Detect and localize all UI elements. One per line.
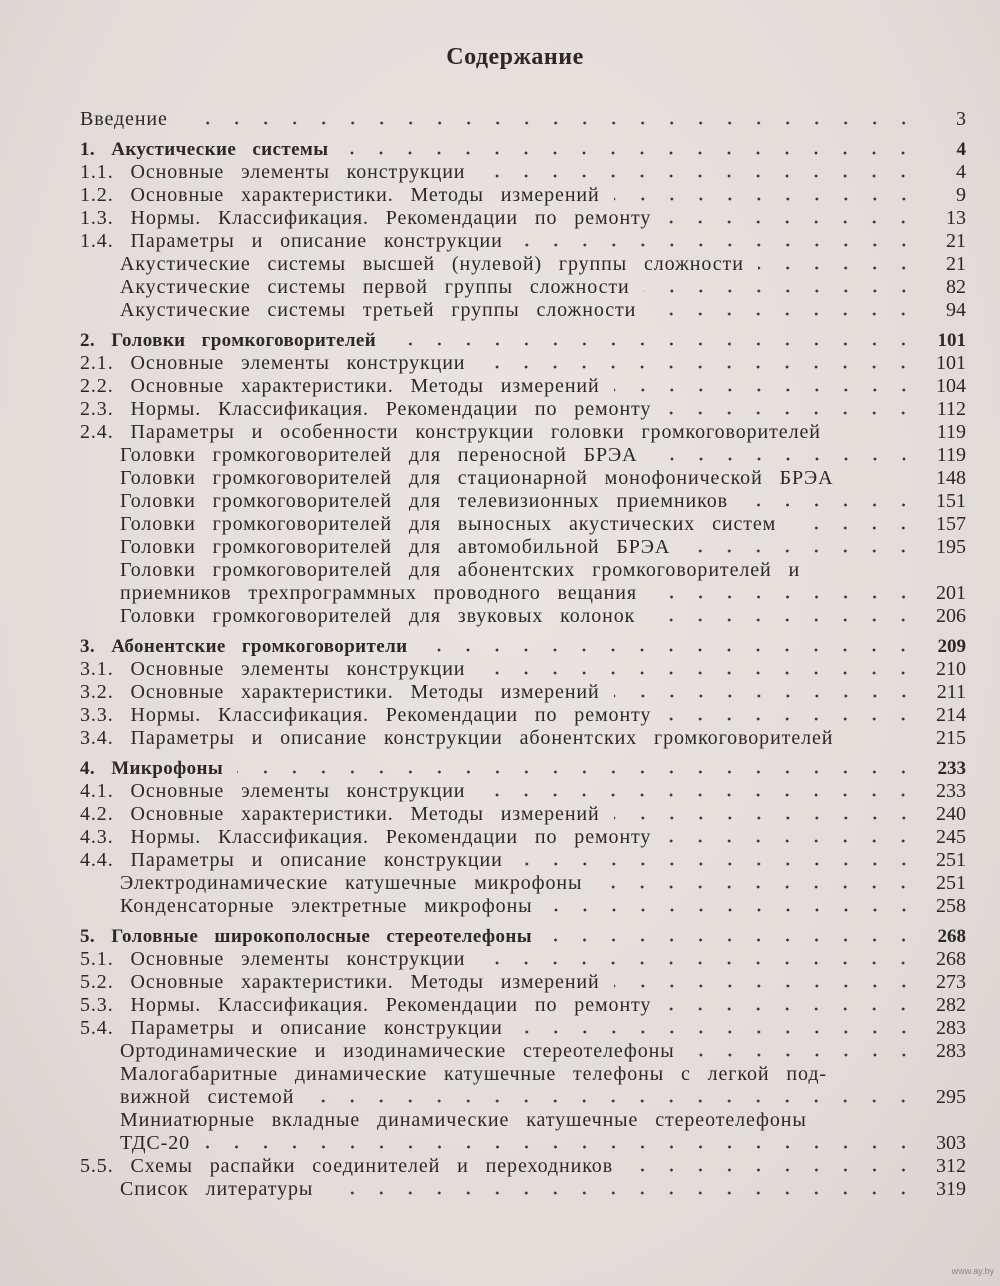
toc-entry-title: 4.1. Основные элементы конструкции [80,780,466,802]
toc-chapter [80,329,966,352]
toc-entry [80,490,966,513]
toc-entry [80,398,966,421]
dot-leader [517,861,918,867]
toc-page-number: 195 [936,536,966,558]
toc-page-number: 148 [936,467,966,489]
table-of-contents [80,108,966,1201]
toc-page-number: 4 [956,161,966,183]
toc-page-number: 3 [956,108,966,130]
dot-leader [479,173,918,179]
dot-leader [390,341,918,347]
toc-entry [80,1132,966,1155]
dot-leader [479,364,918,370]
dot-leader [758,265,918,271]
dot-leader [835,433,918,439]
dot-leader [665,838,918,844]
dot-leader [614,196,918,202]
toc-entry-title: 5. Головные широкополосные стереотелефоны [80,926,532,947]
toc-entry-title: 4.3. Нормы. Классификация. Рекомендации по ремонту [80,826,652,848]
toc-entry-title: 1.4. Параметры и описание конструкции [80,230,503,252]
toc-entry-title: 1.1. Основные элементы конструкции [80,161,466,183]
toc-entry-title: 3.1. Основные элементы конструкции [80,658,466,680]
toc-entry-title: Малогабаритные динамические катушечные телефоны с легкой под- [120,1063,827,1085]
toc-page-number: 233 [937,758,966,779]
toc-page-number: 119 [936,421,966,443]
toc-entry [80,681,966,704]
toc-entry-title: Акустические системы первой группы сложности [120,276,630,298]
dot-leader [614,983,918,989]
toc-entry-title: 5.1. Основные элементы конструкции [80,948,466,970]
dot-leader [665,716,918,722]
toc-page-number: 240 [936,803,966,825]
toc-entry-title: 3.2. Основные характеристики. Методы измерений [80,681,600,703]
toc-entry [80,352,966,375]
dot-leader [742,502,918,508]
dot-leader [814,571,918,577]
toc-entry-title: Введение [80,108,168,130]
toc-page-number: 282 [936,994,966,1016]
toc-entry [80,780,966,803]
dot-leader [821,1121,918,1127]
dot-leader [204,1144,918,1150]
dot-leader [665,410,918,416]
toc-entry-title: 3.3. Нормы. Классификация. Рекомендации по ремонту [80,704,652,726]
toc-entry-title: 2.4. Параметры и особенности конструкции головки громкоговорителей [80,421,821,443]
toc-entry [80,108,966,131]
toc-page-number: 215 [936,727,966,749]
dot-leader [517,242,918,248]
toc-entry [80,230,966,253]
toc-entry-title: Акустические системы высшей (нулевой) группы сложности [120,253,744,275]
toc-entry [80,895,966,918]
dot-leader [665,219,918,225]
toc-entry-title: Головки громкоговорителей для звуковых колонок [120,605,636,627]
dot-leader [847,479,918,485]
toc-entry-title: 4. Микрофоны [80,758,224,779]
toc-entry [80,1017,966,1040]
toc-page-number: 258 [936,895,966,917]
toc-page-number: 295 [936,1086,966,1108]
toc-page-number: 319 [936,1178,966,1200]
toc-entry [80,826,966,849]
toc-page-number: 82 [946,276,966,298]
toc-entry-title: 5.5. Схемы распайки соединителей и переходников [80,1155,614,1177]
page-title: Содержание [446,44,584,70]
toc-page-number: 273 [936,971,966,993]
toc-entry [80,536,966,559]
toc-entry-title: 1.3. Нормы. Классификация. Рекомендации по ремонту [80,207,652,229]
dot-leader [327,1190,918,1196]
toc-page-number: 245 [936,826,966,848]
toc-entry-title: 2. Головки громкоговорителей [80,330,377,351]
toc-entry [80,444,966,467]
dot-leader [421,647,918,653]
toc-page-number: 251 [936,872,966,894]
toc-page-number: 211 [936,681,966,703]
dot-leader [649,617,918,623]
toc-entry [80,1086,966,1109]
dot-leader [546,937,918,943]
dot-leader [614,815,918,821]
toc-entry-title: Электродинамические катушечные микрофоны [120,872,583,894]
toc-page-number: 268 [936,948,966,970]
dot-leader [644,288,918,294]
toc-entry-title: Головки громкоговорителей для автомобильной БРЭА [120,536,671,558]
toc-page-number: 4 [956,139,966,160]
toc-entry [80,253,966,276]
toc-entry-title: 2.2. Основные характеристики. Методы измерений [80,375,600,397]
toc-entry [80,1178,966,1201]
toc-page-number: 209 [937,636,966,657]
toc-entry-title: Головки громкоговорителей для переносной БРЭА [120,444,638,466]
dot-leader [627,1167,918,1173]
toc-page-number: 268 [937,926,966,947]
toc-entry-title: 2.3. Нормы. Классификация. Рекомендации по ремонту [80,398,652,420]
dot-leader [790,525,918,531]
toc-entry [80,1155,966,1178]
toc-entry-title: 4.4. Параметры и описание конструкции [80,849,503,871]
toc-page-number: 251 [936,849,966,871]
toc-entry [80,513,966,536]
toc-entry [80,803,966,826]
toc-entry [80,1063,966,1086]
toc-page-number: 312 [936,1155,966,1177]
toc-entry-title: Головки громкоговорителей для выносных акустических систем [120,513,777,535]
dot-leader [684,548,918,554]
toc-page-number: 214 [936,704,966,726]
dot-leader [847,739,918,745]
toc-entry-title: Головки громкоговорителей для телевизионных приемников [120,490,728,512]
toc-entry [80,658,966,681]
toc-entry [80,276,966,299]
dot-leader [342,150,918,156]
toc-entry-title: 5.3. Нормы. Классификация. Рекомендации по ремонту [80,994,652,1016]
toc-entry [80,605,966,628]
toc-entry [80,971,966,994]
toc-entry [80,704,966,727]
toc-page-number: 13 [946,207,966,229]
toc-page-number: 101 [937,330,966,351]
toc-page-number: 283 [936,1040,966,1062]
dot-leader [308,1098,918,1104]
toc-entry-title: 3. Абонентские громкоговорители [80,636,408,657]
toc-entry-title: вижной системой [120,1086,295,1108]
toc-page-number: 303 [936,1132,966,1154]
toc-entry [80,727,966,750]
dot-leader [479,670,918,676]
toc-entry-title: 5.4. Параметры и описание конструкции [80,1017,503,1039]
toc-entry [80,1040,966,1063]
toc-page-number: 206 [936,605,966,627]
dot-leader [841,1075,918,1081]
dot-leader [651,594,918,600]
toc-entry [80,299,966,322]
toc-page-number: 21 [946,230,966,252]
toc-entry-title: Список литературы [120,1178,314,1200]
toc-entry [80,1109,966,1132]
toc-entry [80,207,966,230]
toc-entry-title: ТДС-20 [120,1132,190,1154]
toc-page-number: 21 [946,253,966,275]
toc-entry [80,375,966,398]
toc-entry-title: Конденсаторные электретные микрофоны [120,895,533,917]
dot-leader [547,907,918,913]
watermark: www.ay.by [951,1266,994,1276]
toc-page-number: 94 [946,299,966,321]
toc-entry [80,948,966,971]
toc-page-number: 201 [936,582,966,604]
toc-entry-title: 3.4. Параметры и описание конструкции абонентских громкоговорителей [80,727,834,749]
toc-page-number: 157 [936,513,966,535]
dot-leader [596,884,918,890]
toc-page-number: 210 [936,658,966,680]
dot-leader [479,792,918,798]
toc-chapter [80,925,966,948]
toc-page-number: 151 [936,490,966,512]
toc-page-number: 283 [936,1017,966,1039]
dot-leader [182,120,918,126]
toc-page-number: 101 [936,352,966,374]
dot-leader [665,1006,918,1012]
dot-leader [614,693,918,699]
toc-page-number: 9 [956,184,966,206]
toc-entry [80,994,966,1017]
toc-entry [80,872,966,895]
toc-entry-title: Акустические системы третьей группы сложности [120,299,637,321]
toc-entry-title: 1.2. Основные характеристики. Методы измерений [80,184,600,206]
toc-entry-title: Ортодинамические и изодинамические стереотелефоны [120,1040,675,1062]
toc-entry-title: Головки громкоговорителей для абонентских громкоговорителей и [120,559,801,581]
dot-leader [614,387,918,393]
toc-page-number: 104 [936,375,966,397]
dot-leader [689,1052,918,1058]
toc-entry [80,467,966,490]
dot-leader [479,960,918,966]
toc-entry [80,559,966,582]
toc-entry-title: Головки громкоговорителей для стационарной монофонической БРЭА [120,467,834,489]
toc-entry [80,184,966,207]
toc-entry-title: приемников трехпрограммных проводного вещания [120,582,637,604]
toc-page-number: 112 [936,398,966,420]
toc-entry [80,849,966,872]
toc-page-number: 119 [936,444,966,466]
toc-entry [80,161,966,184]
toc-entry [80,421,966,444]
toc-entry-title: 1. Акустические системы [80,139,329,160]
toc-entry-title: 5.2. Основные характеристики. Методы измерений [80,971,600,993]
dot-leader [652,456,918,462]
toc-chapter [80,138,966,161]
dot-leader [237,769,918,775]
dot-leader [650,311,918,317]
toc-chapter [80,757,966,780]
toc-entry-title: 4.2. Основные характеристики. Методы измерений [80,803,600,825]
toc-chapter [80,635,966,658]
toc-entry-title: Миниатюрные вкладные динамические катушечные стереотелефоны [120,1109,807,1131]
dot-leader [517,1029,918,1035]
toc-page-number: 233 [936,780,966,802]
toc-entry [80,582,966,605]
toc-entry-title: 2.1. Основные элементы конструкции [80,352,466,374]
